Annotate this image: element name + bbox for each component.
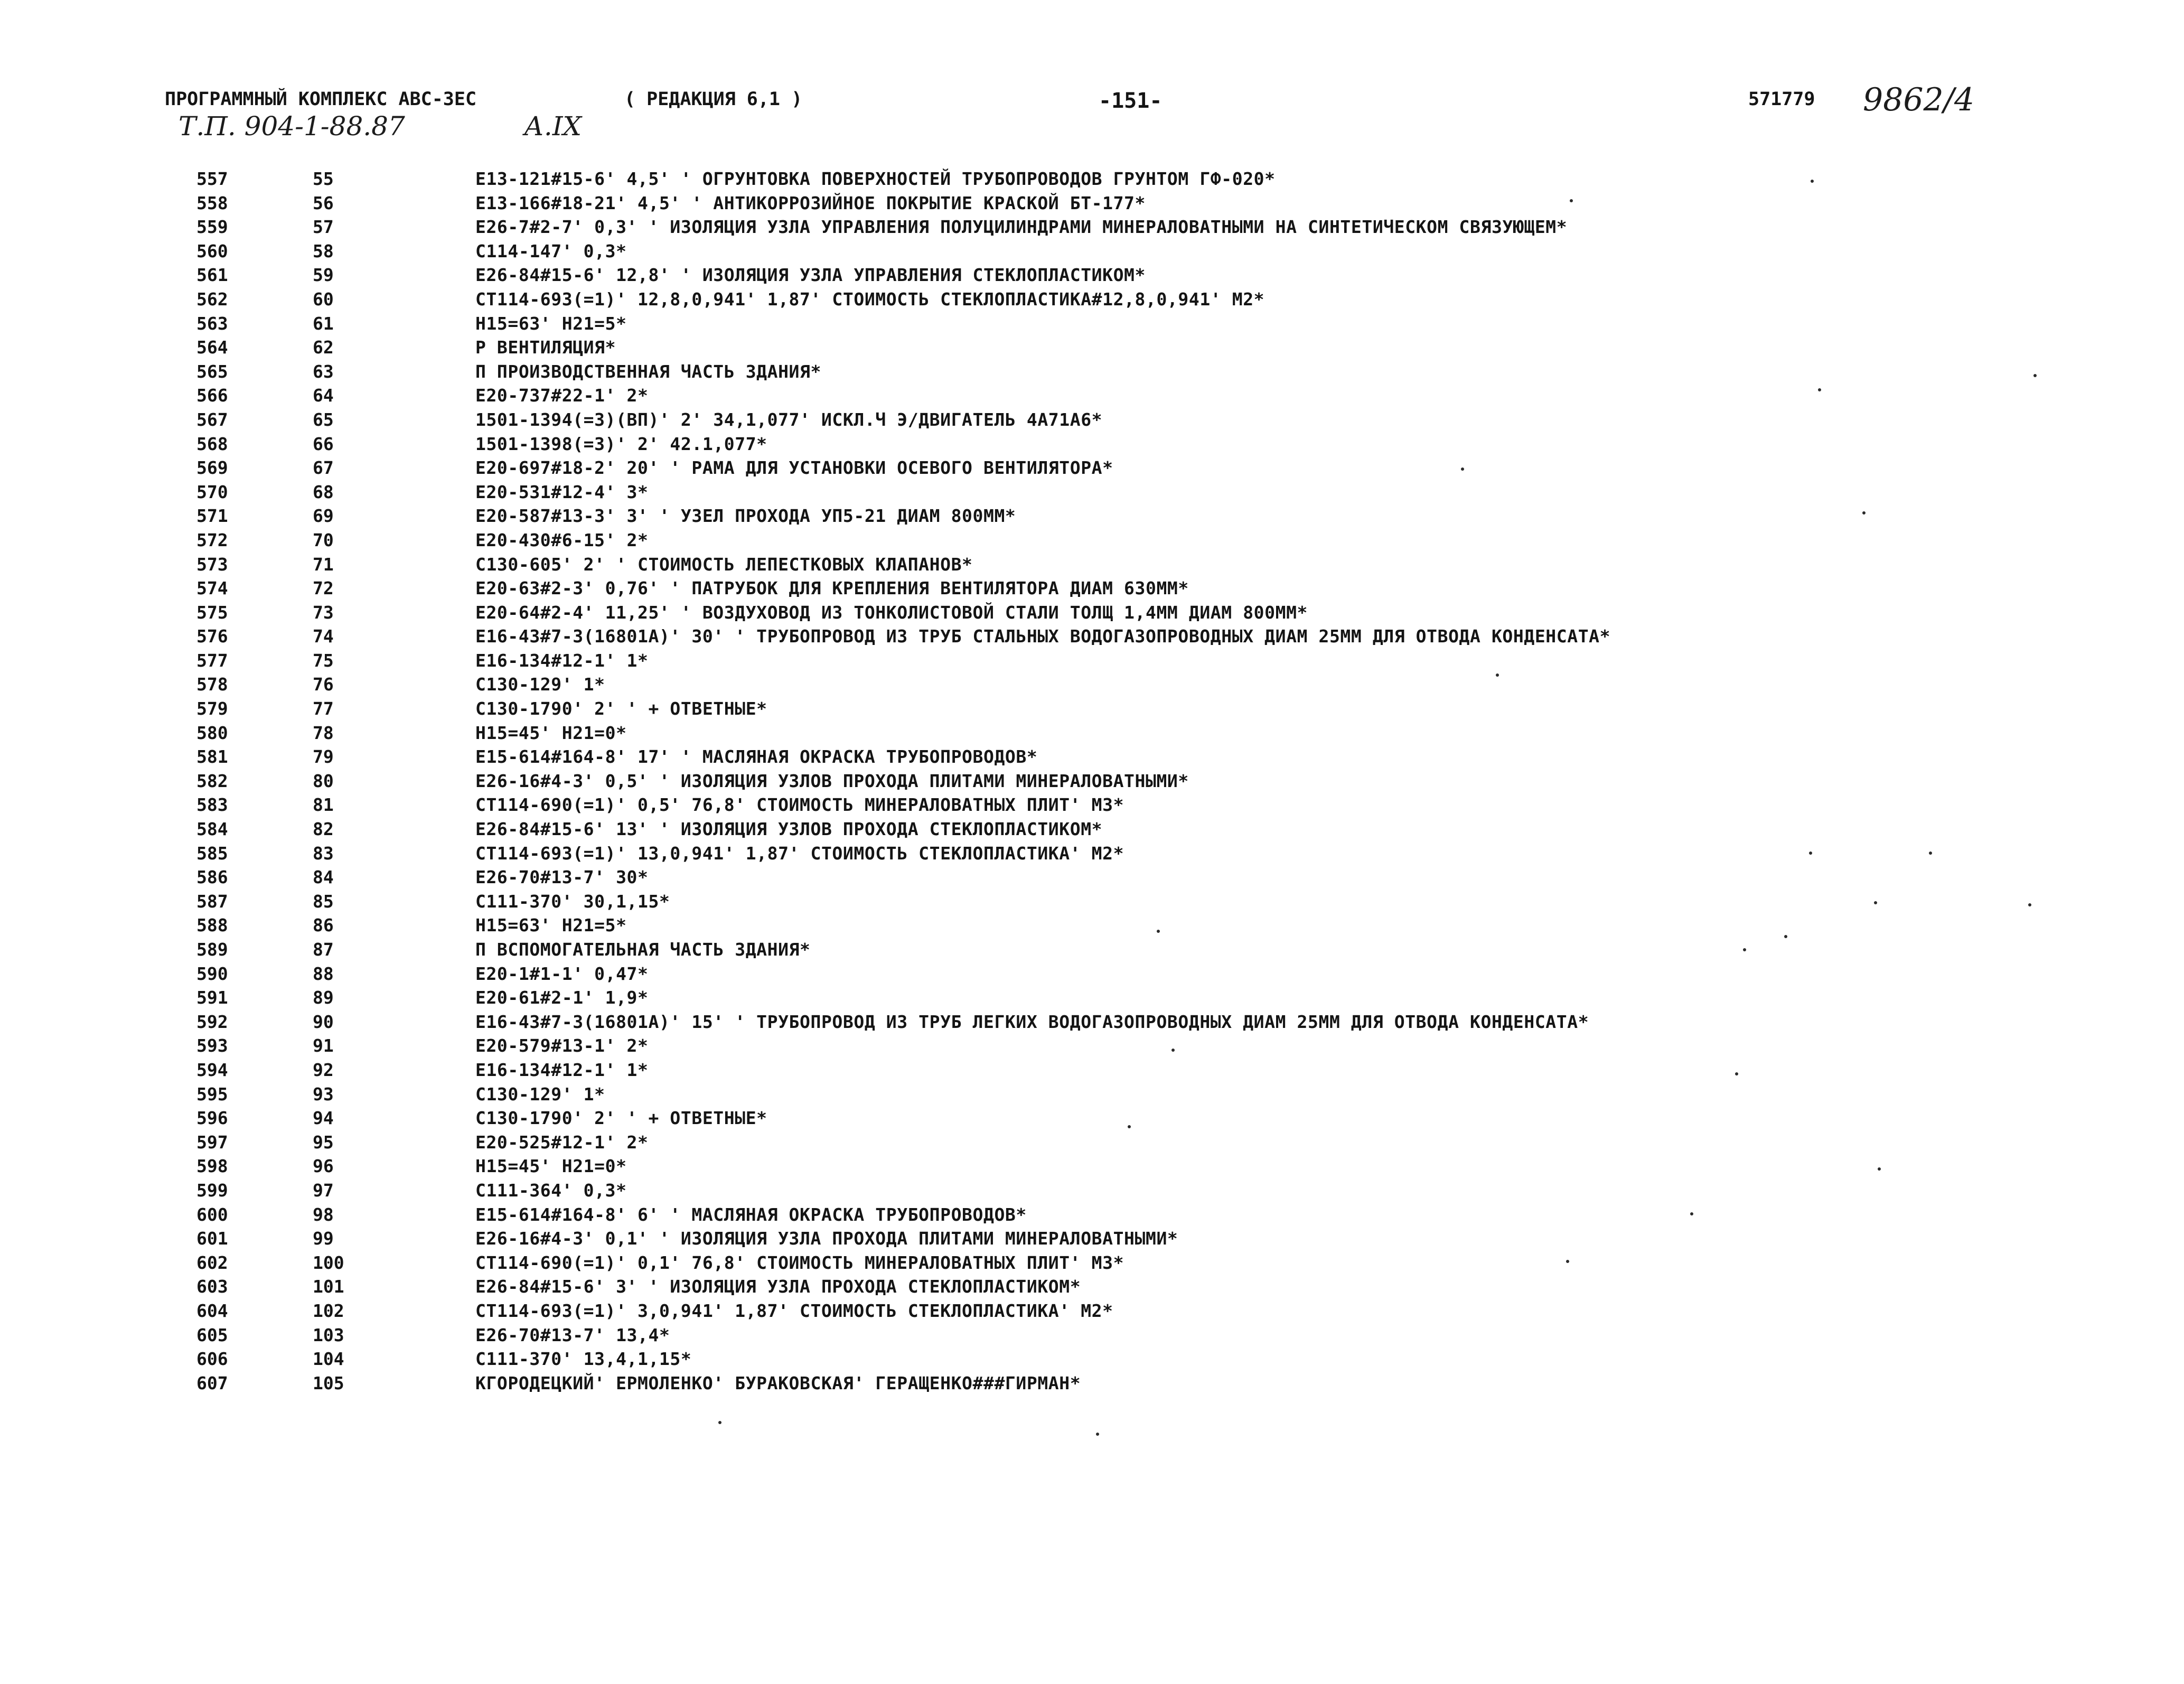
scan-speck xyxy=(1818,388,1821,391)
edition-label: ( РЕДАКЦИЯ 6,1 ) xyxy=(624,89,803,110)
code-line: С130-1790' 2' ' + ОТВЕТНЫЕ* xyxy=(475,1108,767,1129)
line-number: 591 xyxy=(196,987,228,1008)
listing-row xyxy=(196,528,2045,553)
scan-speck xyxy=(1570,199,1573,202)
line-number: 606 xyxy=(196,1349,228,1370)
line-number: 562 xyxy=(196,288,228,310)
line-number: 564 xyxy=(196,337,228,358)
code-line: Е15-614#164-8' 17' ' МАСЛЯНАЯ ОКРАСКА ТРУБОПРОВОДОВ* xyxy=(475,746,1038,768)
code-line: С130-1790' 2' ' + ОТВЕТНЫЕ* xyxy=(475,698,767,719)
code-line: Е20-579#13-1' 2* xyxy=(475,1035,649,1056)
line-number: 575 xyxy=(196,602,228,623)
page-number: -151- xyxy=(1099,89,1163,113)
handwritten-album-mark: А.IX xyxy=(524,111,582,142)
code-line: Р ВЕНТИЛЯЦИЯ* xyxy=(475,337,616,358)
sequence-number: 94 xyxy=(313,1108,334,1129)
listing-row xyxy=(196,553,2045,577)
line-number: 607 xyxy=(196,1372,228,1393)
sequence-number: 91 xyxy=(313,1035,334,1056)
sequence-number: 63 xyxy=(313,361,334,382)
code-line: Е20-430#6-15' 2* xyxy=(475,529,649,550)
code-line: Е20-61#2-1' 1,9* xyxy=(475,987,649,1008)
code-line: С111-364' 0,3* xyxy=(475,1180,627,1201)
code-listing xyxy=(196,167,2045,1395)
line-number: 566 xyxy=(196,385,228,406)
sequence-number: 62 xyxy=(313,337,334,358)
code-line: Е20-737#22-1' 2* xyxy=(475,385,649,406)
listing-row xyxy=(196,432,2045,456)
line-number: 586 xyxy=(196,867,228,888)
sequence-number: 87 xyxy=(313,939,334,960)
sequence-number: 105 xyxy=(313,1372,344,1393)
sequence-number: 58 xyxy=(313,240,334,261)
listing-row xyxy=(196,1251,2045,1275)
sequence-number: 55 xyxy=(313,169,334,189)
listing-row xyxy=(196,287,2045,312)
listing-row xyxy=(196,672,2045,697)
listing-row xyxy=(196,215,2045,239)
code-line: Е20-587#13-3' 3' ' УЗЕЛ ПРОХОДА УП5-21 ДИАМ 800ММ* xyxy=(475,506,1016,527)
line-number: 593 xyxy=(196,1035,228,1056)
scan-speck xyxy=(718,1421,721,1424)
code-line: Н15=45' Н21=0* xyxy=(475,1156,627,1177)
line-number: 584 xyxy=(196,819,228,840)
code-line: СТ114-693(=1)' 13,0,941' 1,87' СТОИМОСТЬ СТЕКЛОПЛАСТИКА' М2* xyxy=(475,843,1124,864)
scan-speck xyxy=(1496,673,1499,677)
line-number: 581 xyxy=(196,746,228,768)
sequence-number: 73 xyxy=(313,602,334,623)
listing-row xyxy=(196,1323,2045,1348)
code-line: СТ114-693(=1)' 12,8,0,941' 1,87' СТОИМОСТЬ СТЕКЛОПЛАСТИКА#12,8,0,941' М2* xyxy=(475,288,1265,310)
line-number: 585 xyxy=(196,843,228,864)
code-line: Е26-84#15-6' 3' ' ИЗОЛЯЦИЯ УЗЛА ПРОХОДА СТЕКЛОПЛАСТИКОМ* xyxy=(475,1276,1081,1297)
code-line: 1501-1398(=3)' 2' 42.1,077* xyxy=(475,433,767,454)
sequence-number: 101 xyxy=(313,1276,344,1297)
sequence-number: 102 xyxy=(313,1300,344,1321)
line-number: 559 xyxy=(196,217,228,238)
scan-speck xyxy=(1157,930,1160,933)
sequence-number: 103 xyxy=(313,1324,344,1345)
listing-row xyxy=(196,890,2045,914)
listing-row xyxy=(196,938,2045,962)
code-line: Е13-166#18-21' 4,5' ' АНТИКОРРОЗИЙНОЕ ПОКРЫТИЕ КРАСКОЙ БТ-177* xyxy=(475,192,1146,213)
code-line: Е26-70#13-7' 13,4* xyxy=(475,1324,670,1345)
line-number: 563 xyxy=(196,313,228,334)
code-line: Е26-16#4-3' 0,5' ' ИЗОЛЯЦИЯ УЗЛОВ ПРОХОДА ПЛИТАМИ МИНЕРАЛОВАТНЫМИ* xyxy=(475,770,1189,791)
line-number: 579 xyxy=(196,698,228,719)
line-number: 576 xyxy=(196,626,228,647)
listing-row xyxy=(196,793,2045,817)
listing-row xyxy=(196,769,2045,793)
line-number: 587 xyxy=(196,891,228,912)
sequence-number: 99 xyxy=(313,1228,334,1249)
line-number: 603 xyxy=(196,1276,228,1297)
sequence-number: 90 xyxy=(313,1011,334,1032)
code-line: П ПРОИЗВОДСТВЕННАЯ ЧАСТЬ ЗДАНИЯ* xyxy=(475,361,821,382)
line-number: 571 xyxy=(196,506,228,527)
code-line: Е26-16#4-3' 0,1' ' ИЗОЛЯЦИЯ УЗЛА ПРОХОДА ПЛИТАМИ МИНЕРАЛОВАТНЫМИ* xyxy=(475,1228,1178,1249)
code-line: С111-370' 30,1,15* xyxy=(475,891,670,912)
code-line: Е20-64#2-4' 11,25' ' ВОЗДУХОВОД ИЗ ТОНКОЛИСТОВОЙ СТАЛИ ТОЛЩ 1,4ММ ДИАМ 800ММ* xyxy=(475,602,1308,623)
scan-speck xyxy=(1809,852,1812,855)
listing-row xyxy=(196,360,2045,384)
line-number: 572 xyxy=(196,529,228,550)
code-line: С111-370' 13,4,1,15* xyxy=(475,1349,692,1370)
listing-row xyxy=(196,721,2045,745)
sequence-number: 95 xyxy=(313,1131,334,1153)
listing-row xyxy=(196,504,2045,528)
line-number: 596 xyxy=(196,1108,228,1129)
sequence-number: 83 xyxy=(313,843,334,864)
scan-speck xyxy=(1735,1072,1738,1075)
code-line: Н15=63' Н21=5* xyxy=(475,915,627,936)
line-number: 605 xyxy=(196,1324,228,1345)
code-line: С130-129' 1* xyxy=(475,1083,605,1105)
scan-speck xyxy=(1743,948,1746,951)
sequence-number: 72 xyxy=(313,578,334,599)
listing-row xyxy=(196,335,2045,360)
line-number: 599 xyxy=(196,1180,228,1201)
handwritten-tp-number: Т.П. 904-1-88.87 xyxy=(179,111,405,142)
sequence-number: 76 xyxy=(313,674,334,695)
code-line: Е13-121#15-6' 4,5' ' ОГРУНТОВКА ПОВЕРХНОСТЕЙ ТРУБОПРОВОДОВ ГРУНТОМ ГФ-020* xyxy=(475,169,1276,189)
code-line: Е16-43#7-3(16801А)' 15' ' ТРУБОПРОВОД ИЗ ТРУБ ЛЕГКИХ ВОДОГАЗОПРОВОДНЫХ ДИАМ 25ММ ДЛЯ ОТВОДА КОНДЕНСАТА* xyxy=(475,1011,1589,1032)
code-line: Н15=45' Н21=0* xyxy=(475,722,627,743)
sequence-number: 65 xyxy=(313,409,334,430)
scan-speck xyxy=(1690,1212,1693,1215)
code-line: КГОРОДЕЦКИЙ' ЕРМОЛЕНКО' БУРАКОВСКАЯ' ГЕРАЩЕНКО###ГИРМАН* xyxy=(475,1372,1081,1393)
line-number: 577 xyxy=(196,650,228,671)
listing-row xyxy=(196,1082,2045,1107)
code-line: Е20-1#1-1' 0,47* xyxy=(475,963,649,984)
listing-row xyxy=(196,817,2045,841)
program-name: ПРОГРАММНЫЙ КОМПЛЕКС АВС-3ЕС xyxy=(165,89,477,110)
listing-row xyxy=(196,263,2045,287)
sequence-number: 67 xyxy=(313,457,334,479)
sequence-number: 82 xyxy=(313,819,334,840)
listing-row xyxy=(196,986,2045,1010)
line-number: 598 xyxy=(196,1156,228,1177)
listing-row xyxy=(196,408,2045,432)
listing-row xyxy=(196,865,2045,890)
code-line: СТ114-693(=1)' 3,0,941' 1,87' СТОИМОСТЬ СТЕКЛОПЛАСТИКА' М2* xyxy=(475,1300,1113,1321)
sequence-number: 84 xyxy=(313,867,334,888)
sequence-number: 80 xyxy=(313,770,334,791)
scan-speck xyxy=(1878,1167,1881,1171)
line-number: 604 xyxy=(196,1300,228,1321)
line-number: 592 xyxy=(196,1011,228,1032)
code-line: Е20-63#2-3' 0,76' ' ПАТРУБОК ДЛЯ КРЕПЛЕНИЯ ВЕНТИЛЯТОРА ДИАМ 630ММ* xyxy=(475,578,1189,599)
sequence-number: 61 xyxy=(313,313,334,334)
listing-row xyxy=(196,1034,2045,1058)
listing-row xyxy=(196,1299,2045,1323)
code-line: 1501-1394(=3)(ВП)' 2' 34,1,077' ИСКЛ.Ч Э/ДВИГАТЕЛЬ 4А71А6* xyxy=(475,409,1103,430)
scan-speck xyxy=(2028,903,2031,906)
code-line: Е20-525#12-1' 2* xyxy=(475,1131,649,1153)
sequence-number: 71 xyxy=(313,554,334,575)
listing-row xyxy=(196,480,2045,504)
scan-speck xyxy=(1811,180,1814,183)
listing-row xyxy=(196,624,2045,649)
code-line: С114-147' 0,3* xyxy=(475,240,627,261)
listing-row xyxy=(196,1275,2045,1299)
line-number: 580 xyxy=(196,722,228,743)
scan-speck xyxy=(1128,1125,1131,1128)
sequence-number: 104 xyxy=(313,1349,344,1370)
sequence-number: 66 xyxy=(313,433,334,454)
scan-speck xyxy=(1096,1433,1099,1436)
listing-row xyxy=(196,383,2045,408)
line-number: 583 xyxy=(196,794,228,816)
code-line: Е15-614#164-8' 6' ' МАСЛЯНАЯ ОКРАСКА ТРУБОПРОВОДОВ* xyxy=(475,1204,1027,1225)
line-number: 573 xyxy=(196,554,228,575)
scan-speck xyxy=(2033,374,2037,377)
listing-row xyxy=(196,576,2045,601)
code-line: Е26-7#2-7' 0,3' ' ИЗОЛЯЦИЯ УЗЛА УПРАВЛЕНИЯ ПОЛУЦИЛИНДРАМИ МИНЕРАЛОВАТНЫМИ НА СИНТЕТИЧЕСКОМ СВЯЗУЮЩЕМ* xyxy=(475,217,1568,238)
code-line: Е16-43#7-3(16801А)' 30' ' ТРУБОПРОВОД ИЗ ТРУБ СТАЛЬНЫХ ВОДОГАЗОПРОВОДНЫХ ДИАМ 25ММ ДЛЯ ОТВОДА КОНДЕНСАТА* xyxy=(475,626,1611,647)
scan-speck xyxy=(1784,935,1787,938)
listing-row xyxy=(196,1106,2045,1130)
listing-row xyxy=(196,697,2045,721)
line-number: 558 xyxy=(196,192,228,213)
listing-row xyxy=(196,1058,2045,1082)
line-number: 594 xyxy=(196,1059,228,1080)
sequence-number: 74 xyxy=(313,626,334,647)
line-number: 600 xyxy=(196,1204,228,1225)
listing-row xyxy=(196,1178,2045,1203)
listing-row xyxy=(196,962,2045,986)
scan-speck xyxy=(1461,467,1464,471)
line-number: 590 xyxy=(196,963,228,984)
listing-row xyxy=(196,1347,2045,1371)
line-number: 595 xyxy=(196,1083,228,1105)
code-line: Е16-134#12-1' 1* xyxy=(475,650,649,671)
printout-header xyxy=(165,81,2013,147)
code-line: СТ114-690(=1)' 0,5' 76,8' СТОИМОСТЬ МИНЕРАЛОВАТНЫХ ПЛИТ' М3* xyxy=(475,794,1124,816)
sequence-number: 57 xyxy=(313,217,334,238)
code-line: Е26-84#15-6' 13' ' ИЗОЛЯЦИЯ УЗЛОВ ПРОХОДА СТЕКЛОПЛАСТИКОМ* xyxy=(475,819,1103,840)
line-number: 582 xyxy=(196,770,228,791)
line-number: 570 xyxy=(196,481,228,502)
sequence-number: 68 xyxy=(313,481,334,502)
code-line: Е26-84#15-6' 12,8' ' ИЗОЛЯЦИЯ УЗЛА УПРАВЛЕНИЯ СТЕКЛОПЛАСТИКОМ* xyxy=(475,265,1146,286)
listing-row xyxy=(196,649,2045,673)
code-line: Е20-697#18-2' 20' ' РАМА ДЛЯ УСТАНОВКИ ОСЕВОГО ВЕНТИЛЯТОРА* xyxy=(475,457,1113,479)
sequence-number: 64 xyxy=(313,385,334,406)
line-number: 589 xyxy=(196,939,228,960)
code-line: Е16-134#12-1' 1* xyxy=(475,1059,649,1080)
sequence-number: 56 xyxy=(313,192,334,213)
code-line: С130-605' 2' ' СТОИМОСТЬ ЛЕПЕСТКОВЫХ КЛАПАНОВ* xyxy=(475,554,973,575)
sequence-number: 81 xyxy=(313,794,334,816)
scan-speck xyxy=(1171,1049,1175,1052)
line-number: 601 xyxy=(196,1228,228,1249)
listing-row xyxy=(196,239,2045,264)
line-number: 574 xyxy=(196,578,228,599)
sequence-number: 70 xyxy=(313,529,334,550)
sequence-number: 78 xyxy=(313,722,334,743)
sequence-number: 93 xyxy=(313,1083,334,1105)
listing-row xyxy=(196,601,2045,625)
listing-row xyxy=(196,1010,2045,1034)
code-line: Н15=63' Н21=5* xyxy=(475,313,627,334)
listing-row xyxy=(196,1227,2045,1251)
listing-row xyxy=(196,913,2045,938)
line-number: 569 xyxy=(196,457,228,479)
scan-speck xyxy=(1862,511,1866,514)
listing-row xyxy=(196,1371,2045,1396)
listing-row xyxy=(196,1130,2045,1155)
handwritten-sheet-number: 9862/4 xyxy=(1863,81,1975,118)
scan-speck xyxy=(1566,1260,1569,1263)
sequence-number: 69 xyxy=(313,506,334,527)
listing-row xyxy=(196,841,2045,866)
line-number: 560 xyxy=(196,240,228,261)
line-number: 597 xyxy=(196,1131,228,1153)
document-code: 571779 xyxy=(1748,89,1815,110)
code-line: Е20-531#12-4' 3* xyxy=(475,481,649,502)
sequence-number: 79 xyxy=(313,746,334,768)
line-number: 588 xyxy=(196,915,228,936)
scan-speck xyxy=(1929,852,1932,855)
listing-row xyxy=(196,191,2045,216)
line-number: 602 xyxy=(196,1252,228,1273)
listing-row xyxy=(196,312,2045,336)
sequence-number: 92 xyxy=(313,1059,334,1080)
code-line: Е26-70#13-7' 30* xyxy=(475,867,649,888)
code-line: СТ114-690(=1)' 0,1' 76,8' СТОИМОСТЬ МИНЕРАЛОВАТНЫХ ПЛИТ' М3* xyxy=(475,1252,1124,1273)
sequence-number: 60 xyxy=(313,288,334,310)
line-number: 578 xyxy=(196,674,228,695)
sequence-number: 97 xyxy=(313,1180,334,1201)
sequence-number: 96 xyxy=(313,1156,334,1177)
line-number: 557 xyxy=(196,169,228,189)
sequence-number: 89 xyxy=(313,987,334,1008)
sequence-number: 85 xyxy=(313,891,334,912)
line-number: 567 xyxy=(196,409,228,430)
sequence-number: 86 xyxy=(313,915,334,936)
sequence-number: 98 xyxy=(313,1204,334,1225)
listing-row xyxy=(196,456,2045,480)
code-line: П ВСПОМОГАТЕЛЬНАЯ ЧАСТЬ ЗДАНИЯ* xyxy=(475,939,811,960)
sequence-number: 77 xyxy=(313,698,334,719)
listing-row xyxy=(196,745,2045,769)
sequence-number: 59 xyxy=(313,265,334,286)
scan-speck xyxy=(1874,901,1877,904)
listing-row xyxy=(196,1203,2045,1227)
line-number: 568 xyxy=(196,433,228,454)
line-number: 565 xyxy=(196,361,228,382)
sequence-number: 88 xyxy=(313,963,334,984)
listing-row xyxy=(196,167,2045,191)
sequence-number: 100 xyxy=(313,1252,344,1273)
listing-row xyxy=(196,1154,2045,1178)
code-line: С130-129' 1* xyxy=(475,674,605,695)
sequence-number: 75 xyxy=(313,650,334,671)
line-number: 561 xyxy=(196,265,228,286)
